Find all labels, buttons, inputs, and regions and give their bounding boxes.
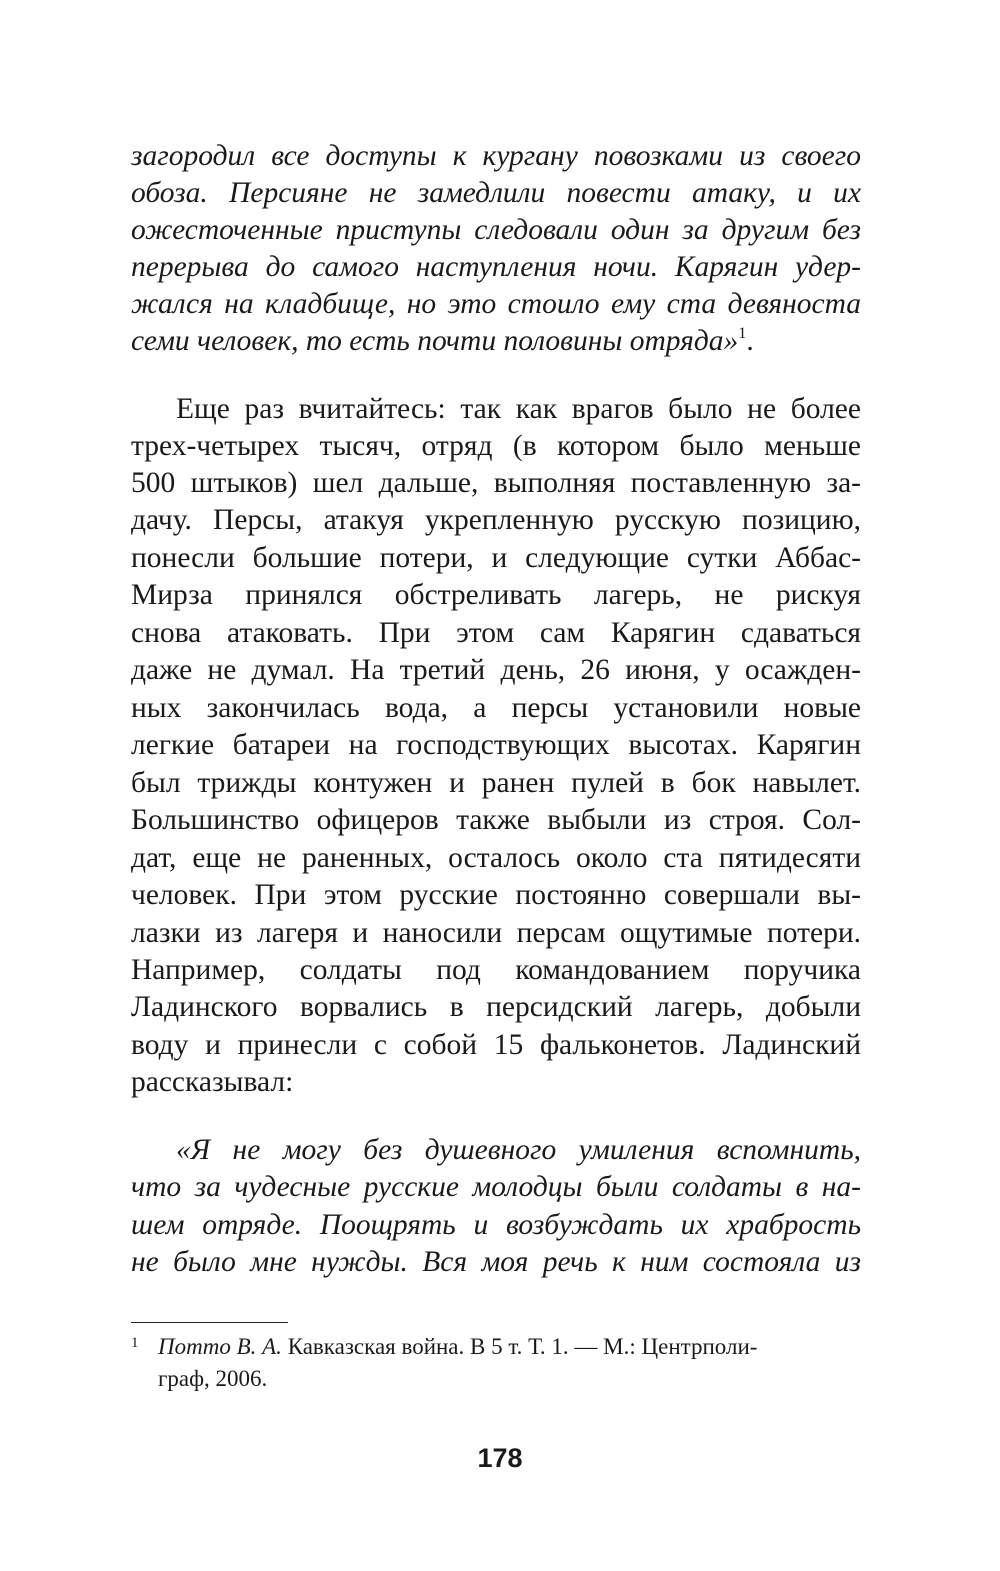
- footnote-line-2: граф, 2006.: [158, 1366, 268, 1391]
- body-line: ных закончилась вода, а персы установили новые: [131, 692, 861, 724]
- quote-line: обоза. Персияне не замедлили повести атаку, и их: [131, 177, 861, 209]
- body-line: трех-четырех тысяч, отряд (в котором было меньше: [131, 430, 861, 462]
- body-line: Например, солдаты под командованием поручика: [131, 954, 861, 986]
- quote-line: шем отряде. Поощрять и возбуждать их храбрость: [131, 1209, 861, 1241]
- quote-line: загородил все доступы к кургану повозками из своего: [131, 140, 861, 172]
- quote-last-text: семи человек, то есть почти половины отряда»: [131, 325, 739, 357]
- body-line-first: Еще раз вчитайтесь: так как врагов было не более: [176, 393, 861, 425]
- footnote-reference[interactable]: 1: [738, 323, 747, 342]
- footnote-line: [158, 1330, 757, 1364]
- quote-line-first: «Я не могу без душевного умиления вспомнить,: [176, 1134, 861, 1166]
- footnote-text: Кавказская война. В 5 т. Т. 1. — М.: Центрполи-: [281, 1334, 758, 1359]
- body-line: снова атаковать. При этом сам Карягин сдаваться: [131, 617, 861, 649]
- quote-line: что за чудесные русские молодцы были солдаты в на-: [131, 1171, 861, 1203]
- quote-last-line: [131, 322, 861, 360]
- quote-line: жался на кладбище, но это стоило ему ста девяноста: [131, 288, 861, 320]
- body-line: Большинство офицеров также выбыли из строя. Сол-: [131, 804, 861, 836]
- quote-line: ожесточенные приступы следовали один за другим без: [131, 214, 861, 246]
- body-line: даже не думал. На третий день, 26 июня, у осажден-: [131, 654, 861, 686]
- body-line: лазки из лагеря и наносили персам ощутимые потери.: [131, 917, 861, 949]
- body-line: воду и принесли с собой 15 фальконетов. Ладинский: [131, 1029, 861, 1061]
- body-line: 500 штыков) шел дальше, выполняя поставленную за-: [131, 467, 861, 499]
- body-line-last: рассказывал:: [131, 1066, 294, 1098]
- body-line: дачу. Персы, атакуя укрепленную русскую позицию,: [131, 504, 861, 536]
- page-number: 178: [477, 1443, 523, 1473]
- body-line: Ладинского ворвались в персидский лагерь, добыли: [131, 991, 861, 1023]
- body-line: Мирза принялся обстреливать лагерь, не рискуя: [131, 579, 861, 611]
- footnote-rule: [131, 1322, 288, 1323]
- footnote-author: Потто В. А.: [158, 1334, 282, 1359]
- quote-end-punct: .: [746, 325, 754, 357]
- body-line: дат, еще не раненных, осталось около ста пятидесяти: [131, 842, 861, 874]
- body-line: человек. При этом русские постоянно совершали вы-: [131, 879, 861, 911]
- body-line: легкие батареи на господствующих высотах. Карягин: [131, 729, 861, 761]
- footnote-mark: 1: [131, 1335, 139, 1351]
- quote-line: перерыва до самого наступления ночи. Карягин удер-: [131, 251, 861, 283]
- quote-line: не было мне нужды. Вся моя речь к ним состояла из: [131, 1246, 861, 1278]
- body-line: был трижды контужен и ранен пулей в бок навылет.: [131, 767, 861, 799]
- body-line: понесли большие потери, и следующие сутки Аббас-: [131, 542, 861, 574]
